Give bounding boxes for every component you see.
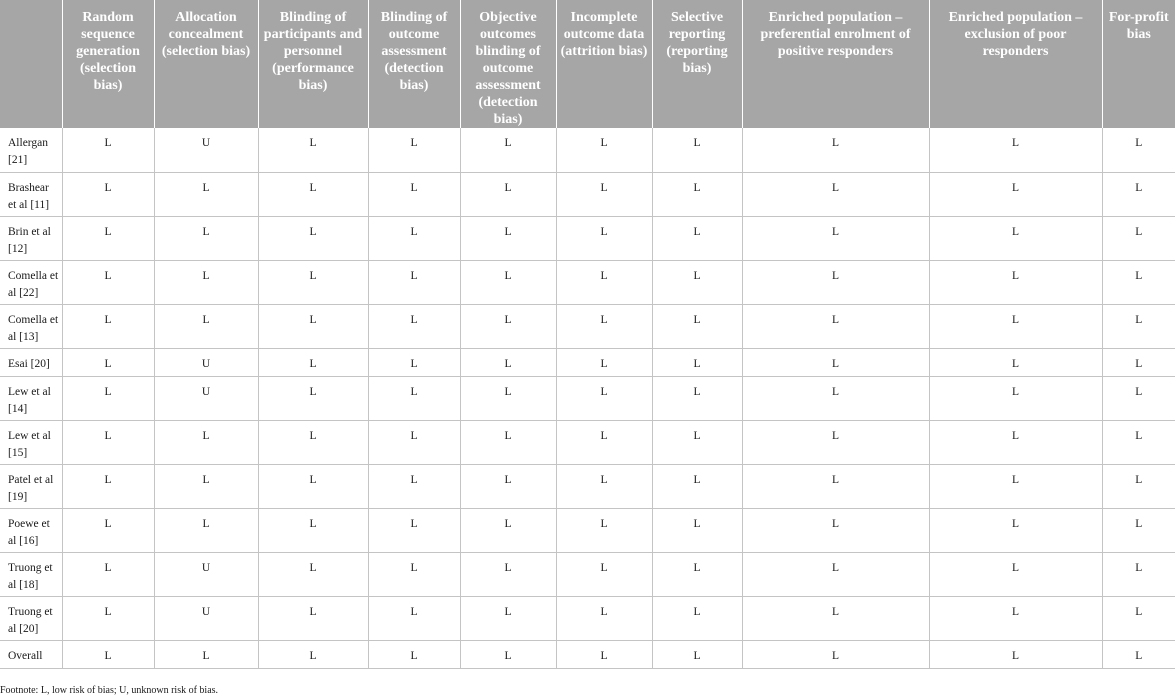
- risk-cell: L: [62, 376, 154, 420]
- header-cell: Selective reporting (reporting bias): [652, 0, 742, 128]
- study-name-cell: Brin et al [12]: [0, 216, 62, 260]
- risk-cell: L: [929, 376, 1102, 420]
- header-cell: Incomplete outcome data (attrition bias): [556, 0, 652, 128]
- risk-cell: L: [154, 420, 258, 464]
- table-row: [0, 464, 1175, 508]
- risk-cell: L: [929, 348, 1102, 376]
- risk-cell: L: [368, 552, 460, 596]
- risk-cell: L: [929, 552, 1102, 596]
- risk-cell: L: [1102, 376, 1175, 420]
- risk-cell: L: [652, 128, 742, 172]
- risk-cell: L: [258, 348, 368, 376]
- risk-cell: L: [556, 304, 652, 348]
- study-name-cell: Allergan [21]: [0, 128, 62, 172]
- risk-cell: L: [742, 640, 929, 668]
- header-cell: Enriched population – preferential enrolment of positive responders: [742, 0, 929, 128]
- risk-cell: L: [742, 304, 929, 348]
- risk-cell: L: [258, 640, 368, 668]
- risk-cell: L: [742, 172, 929, 216]
- study-name-cell: Lew et al [14]: [0, 376, 62, 420]
- risk-cell: L: [62, 128, 154, 172]
- table-row: [0, 260, 1175, 304]
- risk-cell: L: [368, 420, 460, 464]
- risk-cell: L: [154, 508, 258, 552]
- risk-cell: L: [742, 508, 929, 552]
- risk-cell: L: [1102, 596, 1175, 640]
- risk-cell: L: [368, 464, 460, 508]
- risk-cell: L: [368, 304, 460, 348]
- risk-cell: L: [460, 640, 556, 668]
- risk-cell: L: [154, 216, 258, 260]
- risk-cell: L: [1102, 128, 1175, 172]
- study-name-cell: Esai [20]: [0, 348, 62, 376]
- risk-cell: L: [258, 420, 368, 464]
- risk-cell: U: [154, 552, 258, 596]
- risk-cell: L: [368, 216, 460, 260]
- risk-cell: L: [154, 260, 258, 304]
- risk-cell: L: [742, 348, 929, 376]
- risk-cell: L: [368, 348, 460, 376]
- study-name-cell: Comella et al [22]: [0, 260, 62, 304]
- risk-cell: L: [460, 172, 556, 216]
- study-name-cell: Truong et al [20]: [0, 596, 62, 640]
- risk-cell: L: [154, 464, 258, 508]
- risk-cell: L: [742, 464, 929, 508]
- risk-cell: L: [929, 304, 1102, 348]
- risk-cell: L: [929, 260, 1102, 304]
- risk-cell: L: [258, 464, 368, 508]
- risk-cell: L: [1102, 420, 1175, 464]
- risk-cell: L: [1102, 348, 1175, 376]
- risk-cell: L: [1102, 640, 1175, 668]
- risk-cell: U: [154, 128, 258, 172]
- risk-cell: L: [62, 348, 154, 376]
- study-name-cell: Lew et al [15]: [0, 420, 62, 464]
- risk-cell: L: [460, 376, 556, 420]
- risk-cell: L: [556, 464, 652, 508]
- study-name-cell: Patel et al [19]: [0, 464, 62, 508]
- risk-cell: L: [556, 348, 652, 376]
- risk-cell: L: [368, 508, 460, 552]
- risk-cell: L: [258, 260, 368, 304]
- risk-cell: L: [258, 216, 368, 260]
- risk-cell: L: [460, 304, 556, 348]
- risk-cell: L: [460, 348, 556, 376]
- risk-cell: L: [556, 552, 652, 596]
- risk-cell: L: [460, 508, 556, 552]
- risk-cell: L: [460, 128, 556, 172]
- header-cell: Random sequence generation (selection bias): [62, 0, 154, 128]
- table-row: [0, 304, 1175, 348]
- risk-cell: L: [1102, 508, 1175, 552]
- header-cell: Blinding of outcome assessment (detection bias): [368, 0, 460, 128]
- risk-cell: L: [460, 260, 556, 304]
- risk-cell: L: [1102, 464, 1175, 508]
- table-row: [0, 640, 1175, 668]
- risk-cell: L: [556, 216, 652, 260]
- header-cell: Enriched population – exclusion of poor responders: [929, 0, 1102, 128]
- risk-cell: L: [1102, 260, 1175, 304]
- risk-cell: L: [62, 640, 154, 668]
- risk-cell: L: [556, 596, 652, 640]
- table-row: [0, 508, 1175, 552]
- risk-cell: L: [62, 552, 154, 596]
- table-row: [0, 172, 1175, 216]
- risk-cell: L: [929, 640, 1102, 668]
- risk-cell: L: [742, 552, 929, 596]
- study-name-cell: Brashear et al [11]: [0, 172, 62, 216]
- risk-cell: L: [652, 304, 742, 348]
- risk-cell: L: [62, 304, 154, 348]
- risk-cell: L: [929, 420, 1102, 464]
- risk-cell: L: [556, 172, 652, 216]
- table-row: [0, 376, 1175, 420]
- table-row: [0, 216, 1175, 260]
- risk-cell: L: [258, 304, 368, 348]
- risk-cell: L: [652, 216, 742, 260]
- risk-cell: U: [154, 376, 258, 420]
- risk-cell: L: [652, 172, 742, 216]
- risk-cell: L: [652, 348, 742, 376]
- study-name-cell: Overall: [0, 640, 62, 668]
- risk-cell: L: [368, 172, 460, 216]
- study-name-cell: Truong et al [18]: [0, 552, 62, 596]
- risk-cell: L: [258, 552, 368, 596]
- risk-cell: L: [460, 552, 556, 596]
- risk-cell: L: [929, 172, 1102, 216]
- risk-cell: L: [62, 260, 154, 304]
- risk-cell: L: [742, 420, 929, 464]
- risk-cell: L: [1102, 552, 1175, 596]
- risk-cell: L: [652, 596, 742, 640]
- risk-cell: L: [368, 596, 460, 640]
- risk-cell: L: [929, 464, 1102, 508]
- risk-cell: L: [62, 216, 154, 260]
- risk-cell: L: [154, 640, 258, 668]
- risk-cell: L: [556, 128, 652, 172]
- risk-cell: L: [742, 260, 929, 304]
- table-row: [0, 596, 1175, 640]
- risk-cell: L: [652, 640, 742, 668]
- risk-cell: L: [368, 376, 460, 420]
- risk-cell: L: [929, 128, 1102, 172]
- risk-cell: L: [929, 216, 1102, 260]
- risk-cell: L: [929, 508, 1102, 552]
- table-footnote: Footnote: L, low risk of bias; U, unknown risk of bias.: [0, 685, 219, 696]
- risk-cell: L: [556, 420, 652, 464]
- risk-cell: L: [556, 260, 652, 304]
- risk-cell: L: [154, 304, 258, 348]
- risk-cell: L: [742, 128, 929, 172]
- table-row: [0, 552, 1175, 596]
- risk-cell: L: [368, 128, 460, 172]
- table-row: [0, 128, 1175, 172]
- risk-cell: L: [258, 128, 368, 172]
- header-cell: For-profit bias: [1102, 0, 1175, 128]
- risk-cell: L: [742, 596, 929, 640]
- risk-cell: L: [652, 420, 742, 464]
- risk-cell: L: [258, 508, 368, 552]
- risk-cell: U: [154, 596, 258, 640]
- risk-cell: L: [460, 596, 556, 640]
- risk-cell: L: [62, 172, 154, 216]
- risk-cell: L: [929, 596, 1102, 640]
- risk-cell: L: [258, 172, 368, 216]
- header-cell: Blinding of participants and personnel (performance bias): [258, 0, 368, 128]
- risk-cell: L: [62, 420, 154, 464]
- study-name-cell: Poewe et al [16]: [0, 508, 62, 552]
- risk-cell: L: [652, 376, 742, 420]
- header-cell: Allocation concealment (selection bias): [154, 0, 258, 128]
- risk-cell: L: [652, 552, 742, 596]
- risk-cell: L: [652, 508, 742, 552]
- risk-cell: L: [460, 464, 556, 508]
- risk-cell: L: [742, 376, 929, 420]
- risk-cell: L: [460, 420, 556, 464]
- risk-cell: L: [258, 596, 368, 640]
- risk-cell: L: [1102, 172, 1175, 216]
- header-cell: [0, 0, 62, 128]
- risk-cell: L: [556, 640, 652, 668]
- risk-cell: U: [154, 348, 258, 376]
- header-cell: Objective outcomes blinding of outcome assessment (detection bias): [460, 0, 556, 128]
- risk-cell: L: [1102, 216, 1175, 260]
- risk-cell: L: [556, 508, 652, 552]
- risk-cell: L: [556, 376, 652, 420]
- table-row: [0, 420, 1175, 464]
- table-row: [0, 348, 1175, 376]
- risk-cell: L: [154, 172, 258, 216]
- risk-cell: L: [258, 376, 368, 420]
- risk-cell: L: [62, 596, 154, 640]
- risk-cell: L: [742, 216, 929, 260]
- risk-cell: L: [368, 640, 460, 668]
- header-row: [0, 0, 1175, 128]
- study-name-cell: Comella et al [13]: [0, 304, 62, 348]
- risk-cell: L: [1102, 304, 1175, 348]
- risk-cell: L: [652, 464, 742, 508]
- risk-cell: L: [460, 216, 556, 260]
- risk-cell: L: [62, 508, 154, 552]
- risk-cell: L: [62, 464, 154, 508]
- risk-cell: L: [652, 260, 742, 304]
- risk-cell: L: [368, 260, 460, 304]
